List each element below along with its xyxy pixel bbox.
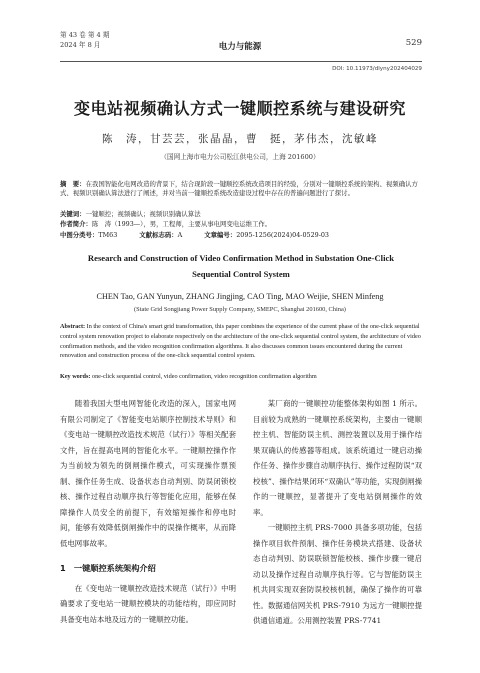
affiliation-en: (State Grid Songjiang Power Supply Company, SMEPC, Shanghai 201600, China) xyxy=(134,306,346,313)
body-left-column xyxy=(60,396,236,627)
keywords-cn xyxy=(60,210,422,219)
authors-en: CHEN Tao, GAN Yunyun, ZHANG Jingjing, CAO Ting, MAO Weijie, SHEN Minfeng xyxy=(96,292,384,301)
title-en-line2: Sequential Control System xyxy=(192,269,290,279)
volume-line: 第 43 卷 第 4 期 xyxy=(60,31,110,39)
abstract-en-text: In the context of China's smart grid transformation, this paper combines the experience of the current phase of the one-click sequential control system renovation project to elaborate respectively on the architecture of the one-click sequential control system, the architecture of video confirmation methods, and the video recognition confirmation algorithms. It also discusses common issues encountered during the current renovation and construction process of the one-click sequential control system. xyxy=(60,323,421,360)
doc-code-value: A xyxy=(177,231,183,239)
author-bio-label: 作者简介： xyxy=(60,220,92,228)
paper-title-en xyxy=(60,250,422,282)
page-number: 529 xyxy=(405,38,422,48)
journal-name: 电力与能源 xyxy=(218,42,262,52)
body-paragraph: 一键顺控主机 PRS-7000 具备多项功能，包括操作项目软件预制、操作任务模块式搭建、设备状态自动判别、防误联锁智能校核、操作步骤一键启动以及操作过程自动顺序执行等。它与智能防误主机共同实现双套防误校核机制，确保了操作的可靠性。数据通信网关机 PRS-7910 为远方一键顺控提供通信通道。公用测控装置 PRS-7741 xyxy=(253,523,422,625)
author-bio xyxy=(60,220,422,229)
article-no-value: 2095-1256(2024)04-0529-03 xyxy=(236,231,330,239)
section-heading: 1 一键顺控系统架构介绍 xyxy=(60,563,156,573)
classification-line xyxy=(60,231,422,240)
abstract-en xyxy=(60,322,422,361)
author-bio-text: 陈 涛（1993—），男，工程师，主要从事电网变电运维工作。 xyxy=(91,220,272,228)
article-no-label: 文章编号： xyxy=(204,231,237,239)
keywords-en-text: one-click sequential control, video confirmation, video recognition confirmation algorithm xyxy=(91,373,317,380)
doc-code-label: 文献标志码： xyxy=(139,231,178,239)
abstract-cn xyxy=(60,180,422,199)
authors-cn: 陈 涛，甘芸芸，张晶晶，曹 挺，茅伟杰，沈敏峰 xyxy=(102,133,378,145)
doi: DOI: 10.11973/dlyny202404029 xyxy=(332,66,422,72)
keywords-en xyxy=(60,372,422,382)
abstract-cn-text: 在我国智能化电网改造的背景下，结合现阶段一键顺控系统改造项目的经验，分别对一键顺控系统的架构、视频确认方式、视频识别确认算法进行了阐述，并对当前一键顺控系统改造建设过程中存在的普遍问题进行了探讨。 xyxy=(60,180,418,198)
paper-title-cn: 变电站视频确认方式一键顺控系统与建设研究 xyxy=(73,99,406,118)
body-right-column xyxy=(253,396,422,629)
title-en-line1: Research and Construction of Video Confirmation Method in Substation One-Click xyxy=(87,253,395,263)
body-paragraph: 随着我国大型电网智能化改造的深入，国家电网有限公司制定了《智能变电站顺序控制技术导则》和《变电站一键顺控改造技术规范（试行）》等相关配套文件，旨在提高电网的智能化水平。一键顺控操作作为当前较为领先的倒闸操作模式，可实现操作票预制、操作任务生成、设备状态自动判别、防误闭锁校核、操作过程自动顺序执行等智能化应用，能够在保障操作人员安全的前提下，有效缩短操作和停电时间，能够有效降低倒闸操作中的误操作概率，从而降低电网事故率。 xyxy=(60,399,236,548)
header-divider xyxy=(60,61,422,62)
date-line: 2024 年 8 月 xyxy=(60,41,101,49)
keywords-cn-text: 一键顺控；视频确认；视频识别确认算法 xyxy=(85,210,201,218)
keywords-cn-label: 关键词： xyxy=(60,210,86,218)
body-paragraph: 在《变电站一键顺控改造技术规范（试行）》中明确要求了变电站一键顺控模块的功能结构，即应同时具备变电站本地及远方的一键顺控功能。 xyxy=(60,583,236,624)
clc-value: TM63 xyxy=(98,231,118,239)
clc-label: 中图分类号： xyxy=(60,231,99,239)
abstract-cn-label: 摘 要： xyxy=(60,180,86,188)
affiliation-cn: （国网上海市电力公司松江供电公司，上海 201600） xyxy=(160,153,320,161)
abstract-en-label: Abstract: xyxy=(60,323,86,330)
keywords-en-label: Key words: xyxy=(60,373,91,380)
body-paragraph: 某厂商的一键顺控功能整体架构如图 1 所示。目前较为成熟的一键顺控系统架构，主要由一键顺控主机、智能防误主机、测控装置以及用于操作结果双确认的传感器等组成。该系统通过一键启动操作任务、操作步骤自动顺序执行、操作过程防误“双校核”、操作结果闭环“双确认”等功能，实现倒闸操作的一键顺控，显著提升了变电站倒闸操作的效率。 xyxy=(253,399,422,517)
